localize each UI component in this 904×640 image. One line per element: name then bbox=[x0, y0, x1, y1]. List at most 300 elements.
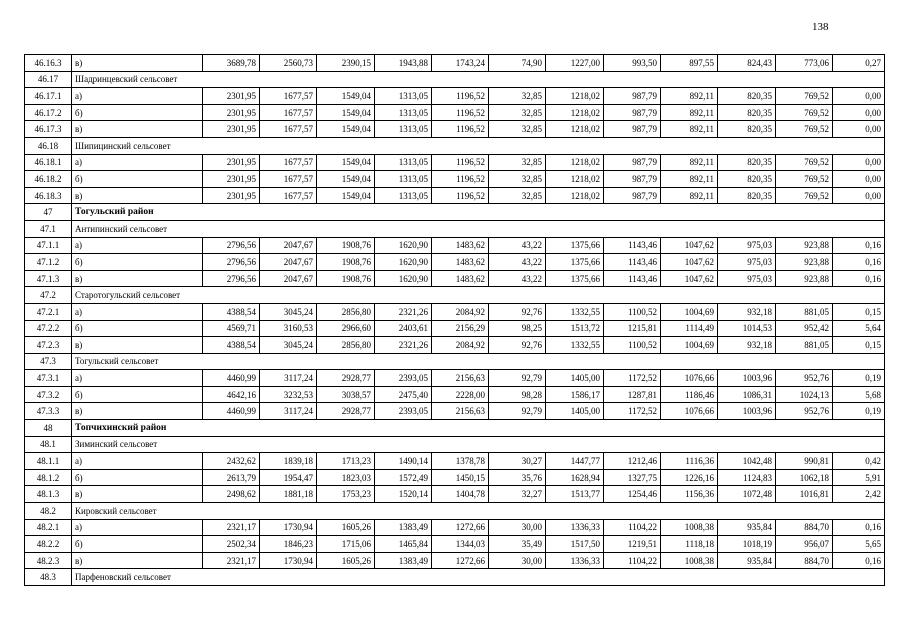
value-cell: 769,52 bbox=[776, 88, 833, 105]
row-code: 47.1.1 bbox=[25, 237, 72, 254]
value-cell: 1042,48 bbox=[718, 453, 776, 470]
value-cell: 1196,52 bbox=[432, 121, 489, 138]
value-cell: 923,88 bbox=[776, 237, 833, 254]
value-cell: 1218,02 bbox=[546, 154, 604, 171]
value-cell: 0,16 bbox=[833, 237, 885, 254]
value-cell: 884,70 bbox=[776, 552, 833, 569]
value-cell: 0,16 bbox=[833, 270, 885, 287]
value-cell: 1677,57 bbox=[260, 121, 317, 138]
value-cell: 1313,05 bbox=[375, 104, 432, 121]
district-name: Топчихинский район bbox=[72, 420, 885, 437]
value-cell: 2796,56 bbox=[203, 270, 260, 287]
value-cell: 1677,57 bbox=[260, 187, 317, 204]
value-cell: 987,79 bbox=[604, 121, 661, 138]
row-subitem: а) bbox=[72, 519, 203, 536]
row-code: 46.17 bbox=[25, 71, 72, 88]
value-cell: 2560,73 bbox=[260, 55, 317, 72]
value-cell: 1513,77 bbox=[546, 486, 604, 503]
table-row bbox=[25, 237, 885, 254]
value-cell: 1465,84 bbox=[375, 536, 432, 553]
value-cell: 98,25 bbox=[489, 320, 546, 337]
value-cell: 1218,02 bbox=[546, 88, 604, 105]
value-cell: 32,85 bbox=[489, 154, 546, 171]
value-cell: 1447,77 bbox=[546, 453, 604, 470]
value-cell: 1215,81 bbox=[604, 320, 661, 337]
value-cell: 820,35 bbox=[718, 121, 776, 138]
value-cell: 1483,62 bbox=[432, 254, 489, 271]
value-cell: 1383,49 bbox=[375, 552, 432, 569]
table-row bbox=[25, 337, 885, 354]
value-cell: 923,88 bbox=[776, 270, 833, 287]
row-code: 48.2.1 bbox=[25, 519, 72, 536]
row-subitem: а) bbox=[72, 237, 203, 254]
settlement-name: Тогульский сельсовет bbox=[72, 353, 885, 370]
value-cell: 1047,62 bbox=[661, 254, 718, 271]
value-cell: 1272,66 bbox=[432, 552, 489, 569]
value-cell: 1172,52 bbox=[604, 370, 661, 387]
value-cell: 1143,46 bbox=[604, 237, 661, 254]
value-cell: 1620,90 bbox=[375, 254, 432, 271]
value-cell: 975,03 bbox=[718, 270, 776, 287]
row-code: 48.1.2 bbox=[25, 469, 72, 486]
value-cell: 1483,62 bbox=[432, 270, 489, 287]
row-code: 46.17.2 bbox=[25, 104, 72, 121]
table-row bbox=[25, 154, 885, 171]
value-cell: 0,19 bbox=[833, 403, 885, 420]
row-code: 46.16.3 bbox=[25, 55, 72, 72]
value-cell: 32,85 bbox=[489, 104, 546, 121]
value-cell: 1336,33 bbox=[546, 519, 604, 536]
value-cell: 1586,17 bbox=[546, 386, 604, 403]
value-cell: 92,79 bbox=[489, 403, 546, 420]
value-cell: 1549,04 bbox=[317, 171, 375, 188]
value-cell: 1196,52 bbox=[432, 88, 489, 105]
row-code: 46.17.3 bbox=[25, 121, 72, 138]
value-cell: 43,22 bbox=[489, 254, 546, 271]
row-subitem: б) bbox=[72, 386, 203, 403]
table-row bbox=[25, 303, 885, 320]
value-cell: 1196,52 bbox=[432, 154, 489, 171]
value-cell: 2928,77 bbox=[317, 370, 375, 387]
value-cell: 820,35 bbox=[718, 171, 776, 188]
value-cell: 5,91 bbox=[833, 469, 885, 486]
page-number: 138 bbox=[812, 21, 829, 33]
value-cell: 1018,19 bbox=[718, 536, 776, 553]
row-code: 47.3.2 bbox=[25, 386, 72, 403]
value-cell: 1226,16 bbox=[661, 469, 718, 486]
table-row bbox=[25, 55, 885, 72]
row-code: 47.2.1 bbox=[25, 303, 72, 320]
value-cell: 820,35 bbox=[718, 88, 776, 105]
value-cell: 1677,57 bbox=[260, 171, 317, 188]
value-cell: 1572,49 bbox=[375, 469, 432, 486]
settlement-row bbox=[25, 436, 885, 453]
value-cell: 1327,75 bbox=[604, 469, 661, 486]
value-cell: 2613,79 bbox=[203, 469, 260, 486]
value-cell: 1605,26 bbox=[317, 519, 375, 536]
value-cell: 1086,31 bbox=[718, 386, 776, 403]
value-cell: 1846,23 bbox=[260, 536, 317, 553]
row-subitem: в) bbox=[72, 187, 203, 204]
value-cell: 1218,02 bbox=[546, 187, 604, 204]
row-code: 47.1.3 bbox=[25, 270, 72, 287]
value-cell: 1549,04 bbox=[317, 154, 375, 171]
value-cell: 1114,49 bbox=[661, 320, 718, 337]
value-cell: 1628,94 bbox=[546, 469, 604, 486]
table-body bbox=[25, 55, 885, 586]
value-cell: 1677,57 bbox=[260, 104, 317, 121]
value-cell: 1549,04 bbox=[317, 121, 375, 138]
value-cell: 2498,62 bbox=[203, 486, 260, 503]
value-cell: 1549,04 bbox=[317, 187, 375, 204]
value-cell: 0,15 bbox=[833, 303, 885, 320]
row-code: 47.3.1 bbox=[25, 370, 72, 387]
value-cell: 1605,26 bbox=[317, 552, 375, 569]
row-code: 47.2.3 bbox=[25, 337, 72, 354]
value-cell: 952,76 bbox=[776, 370, 833, 387]
value-cell: 1143,46 bbox=[604, 270, 661, 287]
district-row bbox=[25, 420, 885, 437]
settlement-row bbox=[25, 287, 885, 304]
row-subitem: а) bbox=[72, 88, 203, 105]
row-code: 48.1 bbox=[25, 436, 72, 453]
value-cell: 4388,54 bbox=[203, 303, 260, 320]
value-cell: 2047,67 bbox=[260, 237, 317, 254]
value-cell: 1212,46 bbox=[604, 453, 661, 470]
value-cell: 1272,66 bbox=[432, 519, 489, 536]
table-row bbox=[25, 469, 885, 486]
value-cell: 0,27 bbox=[833, 55, 885, 72]
value-cell: 92,76 bbox=[489, 303, 546, 320]
value-cell: 1104,22 bbox=[604, 519, 661, 536]
value-cell: 92,79 bbox=[489, 370, 546, 387]
value-cell: 987,79 bbox=[604, 104, 661, 121]
value-cell: 4388,54 bbox=[203, 337, 260, 354]
value-cell: 1047,62 bbox=[661, 270, 718, 287]
value-cell: 32,85 bbox=[489, 88, 546, 105]
value-cell: 35,76 bbox=[489, 469, 546, 486]
row-code: 48.2.3 bbox=[25, 552, 72, 569]
row-code: 46.18.1 bbox=[25, 154, 72, 171]
value-cell: 824,43 bbox=[718, 55, 776, 72]
value-cell: 3045,24 bbox=[260, 303, 317, 320]
value-cell: 1490,14 bbox=[375, 453, 432, 470]
value-cell: 892,11 bbox=[661, 171, 718, 188]
table-row bbox=[25, 187, 885, 204]
value-cell: 2432,62 bbox=[203, 453, 260, 470]
value-cell: 952,42 bbox=[776, 320, 833, 337]
value-cell: 935,84 bbox=[718, 552, 776, 569]
row-subitem: б) bbox=[72, 320, 203, 337]
value-cell: 0,00 bbox=[833, 104, 885, 121]
value-cell: 32,85 bbox=[489, 121, 546, 138]
value-cell: 1218,02 bbox=[546, 104, 604, 121]
value-cell: 43,22 bbox=[489, 237, 546, 254]
value-cell: 769,52 bbox=[776, 154, 833, 171]
value-cell: 2321,26 bbox=[375, 337, 432, 354]
value-cell: 892,11 bbox=[661, 187, 718, 204]
value-cell: 32,27 bbox=[489, 486, 546, 503]
table-row bbox=[25, 486, 885, 503]
row-subitem: а) bbox=[72, 453, 203, 470]
value-cell: 1003,96 bbox=[718, 370, 776, 387]
row-subitem: в) bbox=[72, 552, 203, 569]
table-row bbox=[25, 270, 885, 287]
value-cell: 1100,52 bbox=[604, 337, 661, 354]
value-cell: 2084,92 bbox=[432, 337, 489, 354]
value-cell: 0,00 bbox=[833, 121, 885, 138]
value-cell: 1287,81 bbox=[604, 386, 661, 403]
row-subitem: б) bbox=[72, 469, 203, 486]
value-cell: 3117,24 bbox=[260, 403, 317, 420]
value-cell: 1016,81 bbox=[776, 486, 833, 503]
value-cell: 2301,95 bbox=[203, 88, 260, 105]
value-cell: 956,07 bbox=[776, 536, 833, 553]
value-cell: 1332,55 bbox=[546, 337, 604, 354]
row-code: 47.1 bbox=[25, 220, 72, 237]
row-subitem: а) bbox=[72, 154, 203, 171]
value-cell: 5,68 bbox=[833, 386, 885, 403]
value-cell: 1743,24 bbox=[432, 55, 489, 72]
value-cell: 0,00 bbox=[833, 187, 885, 204]
value-cell: 3160,53 bbox=[260, 320, 317, 337]
value-cell: 3689,78 bbox=[203, 55, 260, 72]
value-cell: 769,52 bbox=[776, 187, 833, 204]
row-subitem: б) bbox=[72, 536, 203, 553]
row-code: 47 bbox=[25, 204, 72, 221]
value-cell: 0,00 bbox=[833, 154, 885, 171]
value-cell: 1004,69 bbox=[661, 337, 718, 354]
value-cell: 2403,61 bbox=[375, 320, 432, 337]
value-cell: 2156,29 bbox=[432, 320, 489, 337]
settlement-row bbox=[25, 137, 885, 154]
value-cell: 1620,90 bbox=[375, 270, 432, 287]
value-cell: 1076,66 bbox=[661, 403, 718, 420]
value-cell: 4460,99 bbox=[203, 403, 260, 420]
row-code: 47.3.3 bbox=[25, 403, 72, 420]
value-cell: 1024,13 bbox=[776, 386, 833, 403]
value-cell: 1143,46 bbox=[604, 254, 661, 271]
value-cell: 2301,95 bbox=[203, 154, 260, 171]
value-cell: 30,00 bbox=[489, 552, 546, 569]
value-cell: 0,00 bbox=[833, 171, 885, 188]
row-code: 48.3 bbox=[25, 569, 72, 586]
settlement-name: Шипицинский сельсовет bbox=[72, 137, 885, 154]
value-cell: 1047,62 bbox=[661, 237, 718, 254]
value-cell: 1483,62 bbox=[432, 237, 489, 254]
value-cell: 2301,95 bbox=[203, 104, 260, 121]
value-cell: 2,42 bbox=[833, 486, 885, 503]
value-cell: 2475,40 bbox=[375, 386, 432, 403]
value-cell: 1375,66 bbox=[546, 237, 604, 254]
table-row bbox=[25, 121, 885, 138]
value-cell: 1520,14 bbox=[375, 486, 432, 503]
value-cell: 2966,60 bbox=[317, 320, 375, 337]
value-cell: 1908,76 bbox=[317, 254, 375, 271]
table-row bbox=[25, 104, 885, 121]
value-cell: 1450,15 bbox=[432, 469, 489, 486]
table-row bbox=[25, 552, 885, 569]
settlement-name: Кировский сельсовет bbox=[72, 503, 885, 520]
value-cell: 4569,71 bbox=[203, 320, 260, 337]
value-cell: 4460,99 bbox=[203, 370, 260, 387]
value-cell: 1405,00 bbox=[546, 403, 604, 420]
value-cell: 0,19 bbox=[833, 370, 885, 387]
value-cell: 1383,49 bbox=[375, 519, 432, 536]
value-cell: 1517,50 bbox=[546, 536, 604, 553]
settlement-name: Старотогульский сельсовет bbox=[72, 287, 885, 304]
value-cell: 1677,57 bbox=[260, 154, 317, 171]
value-cell: 1344,03 bbox=[432, 536, 489, 553]
value-cell: 1003,96 bbox=[718, 403, 776, 420]
value-cell: 1549,04 bbox=[317, 104, 375, 121]
value-cell: 1378,78 bbox=[432, 453, 489, 470]
row-subitem: в) bbox=[72, 403, 203, 420]
value-cell: 1332,55 bbox=[546, 303, 604, 320]
value-cell: 1218,02 bbox=[546, 171, 604, 188]
value-cell: 1072,48 bbox=[718, 486, 776, 503]
value-cell: 30,27 bbox=[489, 453, 546, 470]
value-cell: 2928,77 bbox=[317, 403, 375, 420]
value-cell: 987,79 bbox=[604, 154, 661, 171]
value-cell: 2856,80 bbox=[317, 303, 375, 320]
value-cell: 892,11 bbox=[661, 154, 718, 171]
value-cell: 1172,52 bbox=[604, 403, 661, 420]
row-code: 48.1.1 bbox=[25, 453, 72, 470]
value-cell: 897,55 bbox=[661, 55, 718, 72]
value-cell: 1218,02 bbox=[546, 121, 604, 138]
value-cell: 2156,63 bbox=[432, 403, 489, 420]
value-cell: 881,05 bbox=[776, 303, 833, 320]
value-cell: 975,03 bbox=[718, 237, 776, 254]
value-cell: 30,00 bbox=[489, 519, 546, 536]
row-code: 46.18 bbox=[25, 137, 72, 154]
value-cell: 2321,17 bbox=[203, 552, 260, 569]
value-cell: 820,35 bbox=[718, 187, 776, 204]
value-cell: 1677,57 bbox=[260, 88, 317, 105]
value-cell: 1313,05 bbox=[375, 88, 432, 105]
value-cell: 2301,95 bbox=[203, 171, 260, 188]
value-cell: 92,76 bbox=[489, 337, 546, 354]
table-row bbox=[25, 171, 885, 188]
table-row bbox=[25, 536, 885, 553]
row-subitem: в) bbox=[72, 270, 203, 287]
table-row bbox=[25, 370, 885, 387]
value-cell: 1549,04 bbox=[317, 88, 375, 105]
value-cell: 1062,18 bbox=[776, 469, 833, 486]
row-code: 46.17.1 bbox=[25, 88, 72, 105]
tariff-table bbox=[24, 54, 885, 586]
value-cell: 2084,92 bbox=[432, 303, 489, 320]
value-cell: 1730,94 bbox=[260, 552, 317, 569]
value-cell: 1313,05 bbox=[375, 171, 432, 188]
value-cell: 769,52 bbox=[776, 121, 833, 138]
value-cell: 3038,57 bbox=[317, 386, 375, 403]
value-cell: 773,06 bbox=[776, 55, 833, 72]
value-cell: 4642,16 bbox=[203, 386, 260, 403]
row-subitem: в) bbox=[72, 55, 203, 72]
table-row bbox=[25, 254, 885, 271]
table-row bbox=[25, 453, 885, 470]
value-cell: 892,11 bbox=[661, 88, 718, 105]
value-cell: 3117,24 bbox=[260, 370, 317, 387]
value-cell: 1954,47 bbox=[260, 469, 317, 486]
value-cell: 987,79 bbox=[604, 88, 661, 105]
table-row bbox=[25, 403, 885, 420]
value-cell: 975,03 bbox=[718, 254, 776, 271]
table-row bbox=[25, 88, 885, 105]
value-cell: 1881,18 bbox=[260, 486, 317, 503]
value-cell: 0,15 bbox=[833, 337, 885, 354]
value-cell: 987,79 bbox=[604, 187, 661, 204]
value-cell: 1823,03 bbox=[317, 469, 375, 486]
value-cell: 2856,80 bbox=[317, 337, 375, 354]
value-cell: 32,85 bbox=[489, 187, 546, 204]
value-cell: 1513,72 bbox=[546, 320, 604, 337]
value-cell: 1196,52 bbox=[432, 104, 489, 121]
value-cell: 1715,06 bbox=[317, 536, 375, 553]
row-subitem: б) bbox=[72, 171, 203, 188]
value-cell: 0,16 bbox=[833, 519, 885, 536]
value-cell: 1620,90 bbox=[375, 237, 432, 254]
settlement-name: Зиминский сельсовет bbox=[72, 436, 885, 453]
value-cell: 5,65 bbox=[833, 536, 885, 553]
value-cell: 1943,88 bbox=[375, 55, 432, 72]
settlement-name: Шадринцевский сельсовет bbox=[72, 71, 885, 88]
value-cell: 1908,76 bbox=[317, 237, 375, 254]
value-cell: 2321,17 bbox=[203, 519, 260, 536]
value-cell: 932,18 bbox=[718, 337, 776, 354]
value-cell: 1219,51 bbox=[604, 536, 661, 553]
value-cell: 32,85 bbox=[489, 171, 546, 188]
value-cell: 0,42 bbox=[833, 453, 885, 470]
value-cell: 987,79 bbox=[604, 171, 661, 188]
value-cell: 0,16 bbox=[833, 254, 885, 271]
value-cell: 2321,26 bbox=[375, 303, 432, 320]
value-cell: 935,84 bbox=[718, 519, 776, 536]
value-cell: 2796,56 bbox=[203, 254, 260, 271]
value-cell: 1100,52 bbox=[604, 303, 661, 320]
value-cell: 1405,00 bbox=[546, 370, 604, 387]
value-cell: 1196,52 bbox=[432, 171, 489, 188]
value-cell: 1730,94 bbox=[260, 519, 317, 536]
value-cell: 1404,78 bbox=[432, 486, 489, 503]
settlement-row bbox=[25, 353, 885, 370]
value-cell: 3232,53 bbox=[260, 386, 317, 403]
value-cell: 2502,34 bbox=[203, 536, 260, 553]
value-cell: 1908,76 bbox=[317, 270, 375, 287]
row-subitem: а) bbox=[72, 303, 203, 320]
value-cell: 892,11 bbox=[661, 121, 718, 138]
value-cell: 952,76 bbox=[776, 403, 833, 420]
value-cell: 769,52 bbox=[776, 171, 833, 188]
value-cell: 1196,52 bbox=[432, 187, 489, 204]
row-code: 48 bbox=[25, 420, 72, 437]
value-cell: 881,05 bbox=[776, 337, 833, 354]
value-cell: 1118,18 bbox=[661, 536, 718, 553]
table-row bbox=[25, 386, 885, 403]
value-cell: 1008,38 bbox=[661, 552, 718, 569]
value-cell: 0,16 bbox=[833, 552, 885, 569]
row-code: 48.2 bbox=[25, 503, 72, 520]
value-cell: 2047,67 bbox=[260, 254, 317, 271]
value-cell: 3045,24 bbox=[260, 337, 317, 354]
value-cell: 1753,23 bbox=[317, 486, 375, 503]
value-cell: 932,18 bbox=[718, 303, 776, 320]
value-cell: 43,22 bbox=[489, 270, 546, 287]
value-cell: 1186,46 bbox=[661, 386, 718, 403]
row-subitem: в) bbox=[72, 486, 203, 503]
